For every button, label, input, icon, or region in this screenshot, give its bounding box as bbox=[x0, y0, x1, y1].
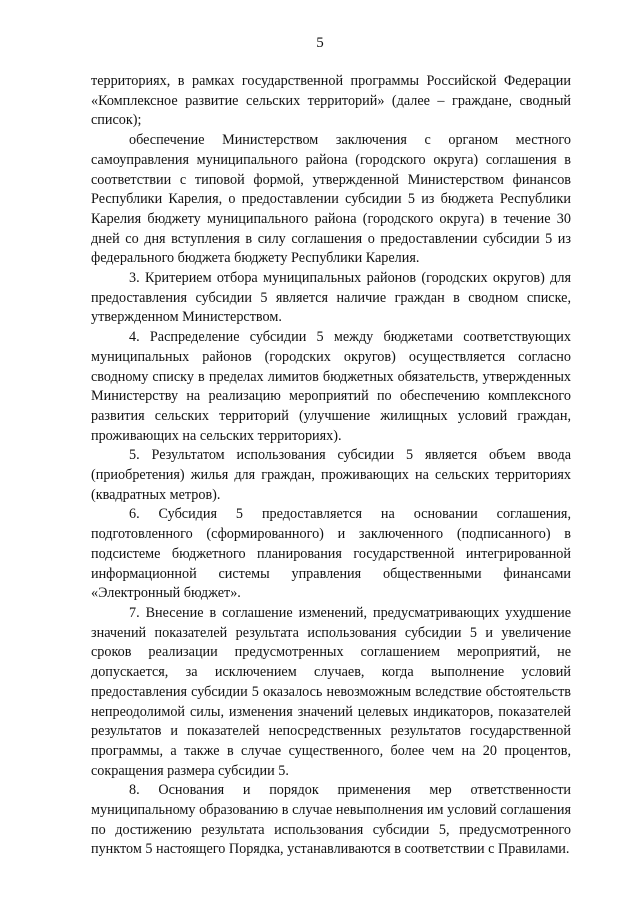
paragraph-7-amendments: 7. Внесение в соглашение изменений, предусматривающих ухудшение значений показателей результата использования субсидии 5 и увеличение сроков реализации предусмотренных соглашением мероприятий, не допускается, за исключением случаев, когда выполнение условий предоставления субсидии 5 оказалось невозможным вследствие обстоятельств непреодолимой силы, изменения значений целевых индикаторов, показателей результатов и показателей непосредственных результатов государственной программы, а также в случае существенного, более чем на 20 процентов, сокращения размера субсидии 5. bbox=[91, 604, 571, 779]
paragraph-agreement: обеспечение Министерством заключения с органом местного самоуправления муниципального района (городского округа) соглашения в соответствии с типовой формой, утвержденной Министерством финансов Республики Карелия, о предоставлении субсидии 5 из бюджета Республики Карелия бюджету муниципального района (городского округа) в течение 30 дней со дня вступления в силу соглашения о предоставлении субсидии 5 из федерального бюджета бюджету Республики Карелия. bbox=[91, 132, 571, 267]
paragraph-8-responsibility: 8. Основания и порядок применения мер ответственности муниципальному образованию в случае невыполнения им условий соглашения по достижению результата использования субсидии 5, предусмотренного пунктом 5 настоящего Порядка, устанавливаются в соответствии с Правилами. bbox=[91, 782, 571, 858]
paragraph-6-electronic-budget: 6. Субсидия 5 предоставляется на основании соглашения, подготовленного (сформированного) и заключенного (подписанного) в подсистеме бюджетного планирования государственной интегрированной информационной системы управления общественными финансами «Электронный бюджет». bbox=[91, 506, 571, 602]
paragraph-5-result: 5. Результатом использования субсидии 5 является объем ввода (приобретения) жилья для граждан, проживающих на сельских территориях (квадратных метров). bbox=[91, 447, 571, 503]
page-number: 5 bbox=[316, 35, 324, 51]
paragraph-4-distribution: 4. Распределение субсидии 5 между бюджетами соответствующих муниципальных районов (городских округов) осуществляется согласно сводному списку в пределах лимитов бюджетных обязательств, утвержденных Министерству на реализацию мероприятий по обеспечению комплексного развития сельских территорий (улучшение жилищных условий граждан, проживающих на сельских территориях). bbox=[91, 329, 571, 444]
paragraph-3-selection-criterion: 3. Критерием отбора муниципальных районов (городских округов) для предоставления субсидии 5 является наличие граждан в сводном списке, утвержденном Министерством. bbox=[91, 270, 571, 326]
paragraph-continuation: территориях, в рамках государственной программы Российской Федерации «Комплексное развитие сельских территорий» (далее – граждане, сводный список); bbox=[91, 73, 571, 129]
document-body bbox=[91, 72, 571, 860]
